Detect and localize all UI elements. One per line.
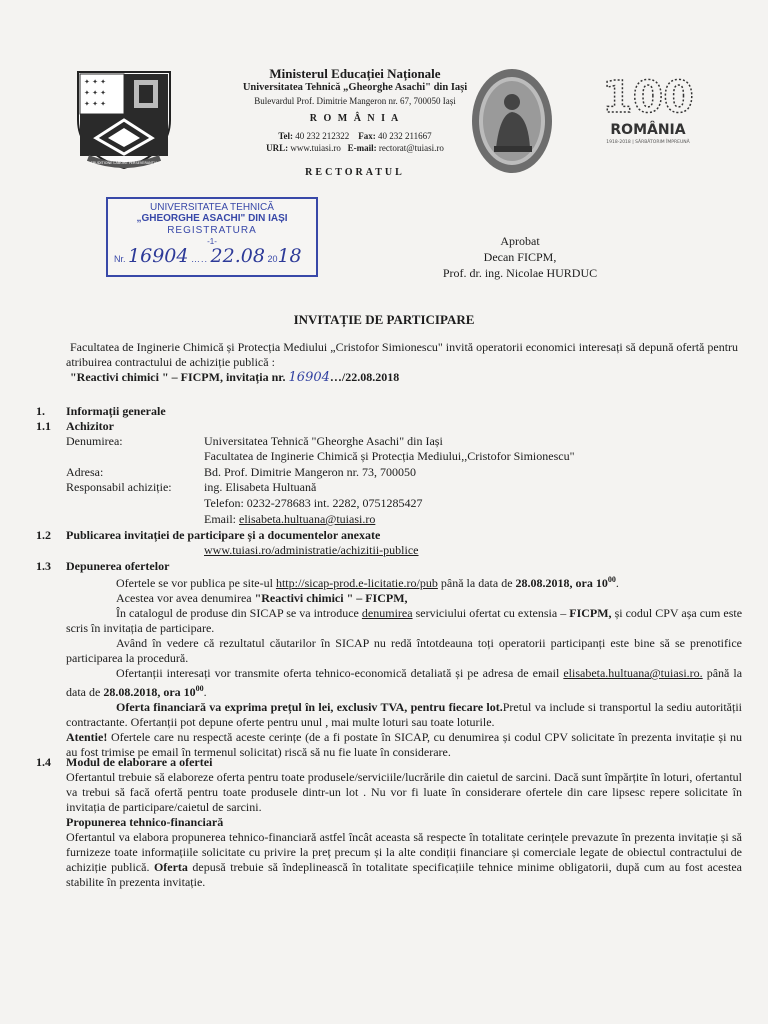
svg-text:100: 100 — [602, 72, 694, 123]
romania-centenary-logo — [598, 68, 698, 148]
sicap-link[interactable]: http://sicap-prod.e-licitatie.ro/pub — [275, 576, 438, 590]
section-1-title: Informații generale — [66, 404, 166, 418]
document-title: INVITAȚIE DE PARTICIPARE — [293, 312, 475, 327]
buyer-phone: Telefon: 0232-278683 int. 2282, 0751285427 — [204, 496, 423, 510]
technical-financial-subtitle: Propunerea tehnico-financiară — [66, 815, 224, 829]
submission-deadline-line: Ofertele se vor publica pe site-ul http://sicap-prod.e-licitatie.ro/pub până la data de 28.08.2018, ora $10^{00}$. — [116, 575, 619, 590]
section-1-4-title: Modul de elaborare a ofertei — [66, 755, 213, 769]
registration-number: 16904 — [128, 245, 189, 267]
buyer-email-link[interactable]: elisabeta.hultuana@tuiasi.ro — [239, 512, 376, 526]
buyer-address: Bd. Prof. Dimitrie Mangeron nr. 73, 700050 — [204, 465, 416, 479]
section-1-4-body: Ofertantul trebuie să elaboreze oferta pentru toate produsele/serviciile/lucrările din caietul de sarcini. Dacă sunt împărțite în loturi, ofertantul va trebui să facă ofertă pentru toate produsele dintr-un lot . Nu vor fi luate în considerare ofertele din care lipsesc repere solicitate în invitația de participare/caietul de sarcini. Propunerea tehnico-financiară Ofertantul va elabora propunerea tehnico-financiară astfel încât aceasta să respecte în totalitate cerințele prevazute în prezenta invitație și să furnizeze toate informațiile solicitate cu privire la preț precum și la alte condiții financiare și comerciale legate de obiectul contractului de achiziție publică. Oferta depusă trebuie să îndeplinească în totalitate specificațiile tehnice minime obligatorii, după cum au fost acestea stabilite în prezenta invitație. — [66, 770, 742, 889]
registration-stamp: UNIVERSITATEA TEHNICĂ „GHEORGHE ASACHI" DIN IAȘI REGISTRATURA -1- Nr. 16904 ….. 22.08 2018 — [106, 197, 318, 277]
university-crest-icon — [74, 68, 174, 170]
rector-email-link[interactable]: rectorat@tuiasi.ro — [378, 143, 444, 153]
approval-block: Aprobat Decan FICPM, Prof. dr. ing. Nicolae HURDUC — [442, 234, 598, 280]
founder-medal-icon — [470, 66, 554, 176]
country-name: R O M Â N I A — [309, 113, 401, 124]
section-1-number: 1. — [36, 404, 45, 418]
procurement-page-link[interactable]: www.tuiasi.ro/administratie/achizitii-publice — [204, 543, 419, 557]
ministry-name: Ministerul Educației Naționale — [269, 66, 441, 81]
section-1-3-title: Depunerea ofertelor — [66, 559, 170, 573]
website-link[interactable]: www.tuiasi.ro — [290, 143, 341, 153]
svg-text:✦ ✦ ✦: ✦ ✦ ✦ — [84, 78, 107, 86]
registration-date: 22.08 — [210, 245, 265, 267]
buyer-email-row: Email: elisabeta.hultuana@tuiasi.ro — [204, 512, 376, 526]
buyer-name: Universitatea Tehnică "Gheorghe Asachi" din Iași — [204, 434, 443, 448]
crest-motto: ERUDITIONE LABORE PERSEVERANTIA — [90, 161, 158, 165]
office-name: RECTORATUL — [305, 167, 405, 178]
invitation-number: 16904 — [288, 370, 330, 385]
contact-phones: Tel: 40 232 212322 Fax: 40 232 211667 — [278, 131, 432, 141]
intro-paragraph: Facultatea de Inginerie Chimică și Protecția Mediului „Cristofor Simionescu" invită operatorii economici interesați să depună ofertă pentru atribuirea contractului de achiziție publică : "Reactivi chimici " – FICPM, invitația nr. 16904…/22.08.2018 — [66, 340, 739, 385]
section-1-1-title: Achizitor — [66, 419, 114, 433]
university-address: Bulevardul Prof. Dimitrie Mangeron nr. 67, 700050 Iași — [254, 96, 456, 106]
section-1-3-body: Ofertele se vor publica pe site-ul http://sicap-prod.e-licitatie.ro/pub până la data de 28.08.2018, ora $10^{00}$. Acestea vor avea denumirea "Reactivi chimici " – FICPM, În catalogul de produse din SICAP se va introduce denumirea serviciului ofertat cu extensia – FICPM, și codul CPV așa cum este scris în invitația de participare. Având în vedere că rezultatul căutarilor în SICAP nu redă întotdeauna toți operatorii participanți este bine să se prenotifice participarea la procedură. Ofertanții interesați vor transmite oferta tehnico-economică detaliată și pe adresa de email elisabeta.hultuana@tuiasi.ro. până la data de 28.08.2018, ora $10^{00}$. Oferta financiară va exprima prețul în lei, exclusiv TVA, pentru fiecare lot.Pretul va include si transportul la sediu autorității contractante. Ofertanții pot depune oferte pentru unul , mai multe loturi sau toate loturile. Atentie! Ofertele care nu respectă aceste cerințe (de a fi postate în SICAP, cu denumirea și codul CPV solicitate în prezenta invitație și nu au fost trimise pe email în termenul solicitat) riscă să nu fie luate în considerare. — [66, 572, 742, 760]
svg-text:✦ ✦ ✦: ✦ ✦ ✦ — [84, 100, 107, 108]
section-1-2-title: Publicarea invitației de participare și a documentelor anexate — [66, 528, 381, 542]
svg-text:✦ ✦ ✦: ✦ ✦ ✦ — [84, 89, 107, 97]
svg-text:1918-2018 | SĂRBĂTORIM ÎMPREUN: 1918-2018 | SĂRBĂTORIM ÎMPREUNĂ — [606, 140, 690, 145]
offer-email-link[interactable]: elisabeta.hultuana@tuiasi.ro. — [563, 666, 703, 680]
stamp-number-row: Nr. 16904 ….. 22.08 2018 — [114, 245, 302, 267]
buyer-faculty: Facultatea de Inginerie Chimică și Protecția Mediului,,Cristofor Simionescu" — [204, 449, 575, 463]
buyer-contact-person: ing. Elisabeta Hultuană — [204, 480, 317, 494]
university-name: Universitatea Tehnică „Gheorghe Asachi" din Iași — [242, 82, 468, 93]
contact-web: URL: www.tuiasi.ro E-mail: rectorat@tuiasi.ro — [266, 143, 444, 153]
svg-text:ROMÂNIA: ROMÂNIA — [610, 122, 686, 138]
